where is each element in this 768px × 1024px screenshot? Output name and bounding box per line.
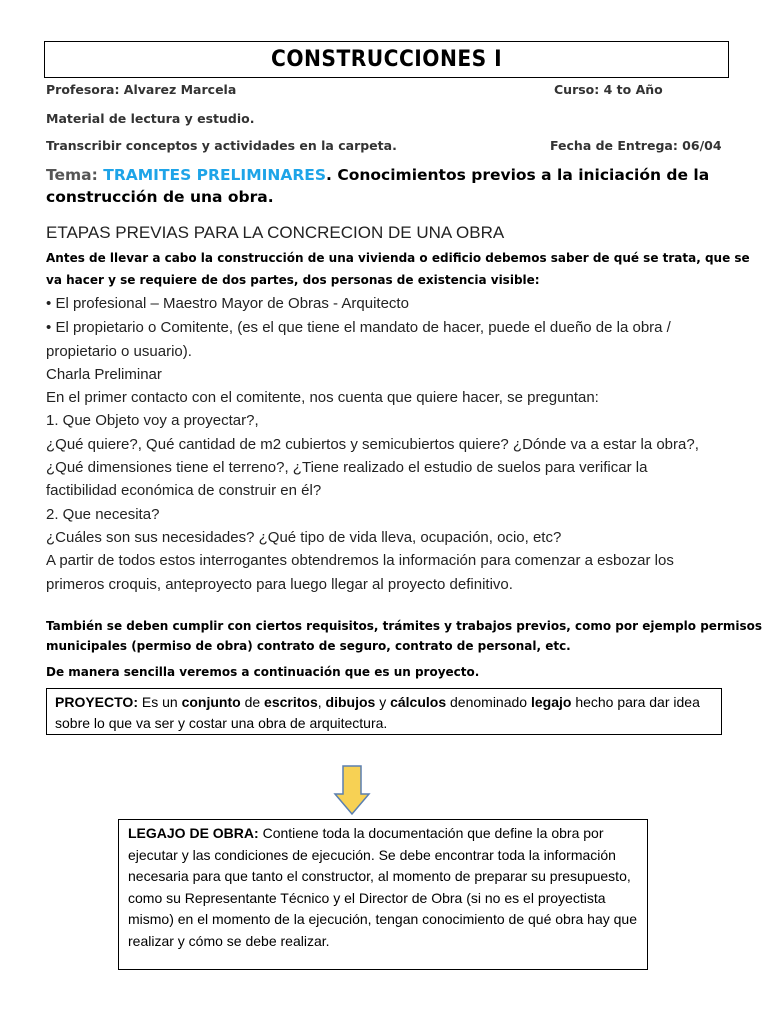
proyecto-keyword: legajo xyxy=(530,694,572,710)
question-1: 1. Que Objeto voy a proyectar?, xyxy=(46,412,259,429)
instruction-label: Transcribir conceptos y actividades en la carpeta. xyxy=(46,138,397,153)
material-label: Material de lectura y estudio. xyxy=(46,111,255,126)
proyecto-label: PROYECTO: xyxy=(55,694,138,710)
question-2: 2. Que necesita? xyxy=(46,506,160,523)
bullet-item xyxy=(46,319,671,336)
proyecto-text: hecho para dar idea sobre lo que va ser y costar una obra de arquitectura. xyxy=(55,694,700,731)
question-1-detail: ¿Qué quiere?, Qué cantidad de m2 cubiertos y semicubiertos quiere? ¿Dónde va a estar la obra?, xyxy=(46,436,699,453)
bullet-text-2: El propietario o Comitente, (es el que tiene el mandato de hacer, puede el dueño de la obra / xyxy=(55,319,671,336)
charla-title: Charla Preliminar xyxy=(46,366,162,383)
proyecto-text: y xyxy=(375,694,391,710)
bullet-text-2-continued: propietario o usuario). xyxy=(46,343,192,360)
topic-heading xyxy=(46,164,726,208)
bullet-text-1: El profesional – Maestro Mayor de Obras - Arquitecto xyxy=(55,295,409,312)
proyecto-definition-box xyxy=(46,688,722,735)
charla-line: En el primer contacto con el comitente, nos cuenta que quiere hacer, se preguntan: xyxy=(46,389,599,406)
page-title-box xyxy=(44,41,729,78)
teacher-label: Profesora: Alvarez Marcela xyxy=(46,82,237,97)
due-date-label: Fecha de Entrega: 06/04 xyxy=(550,138,722,153)
topic-description: . Conocimientos previos a la iniciación de la construcción de una obra. xyxy=(46,166,710,206)
legajo-definition-box xyxy=(118,819,648,970)
proyecto-keyword: conjunto xyxy=(181,694,241,710)
requisitos-line-1: También se deben cumplir con ciertos requisitos, trámites y trabajos previos, como por ejemplo permisos xyxy=(46,619,763,633)
proyecto-keyword: dibujos xyxy=(325,694,376,710)
down-arrow-icon xyxy=(333,764,371,816)
conclusion-line: A partir de todos estos interrogantes obtendremos la información para comenzar a esbozar los xyxy=(46,552,674,569)
proyecto-text: , xyxy=(317,694,326,710)
proyecto-keyword: escritos xyxy=(264,694,318,710)
proyecto-text: de xyxy=(240,694,265,710)
bullet-item xyxy=(46,295,409,312)
proyecto-text: denominado xyxy=(446,694,531,710)
proyecto-text: Es un xyxy=(137,694,182,710)
page-title: CONSTRUCCIONES I xyxy=(270,47,503,72)
bullet-icon: • xyxy=(46,319,52,336)
bullet-icon: • xyxy=(46,295,52,312)
legajo-label: LEGAJO DE OBRA: xyxy=(128,825,259,841)
proyecto-intro: De manera sencilla veremos a continuación que es un proyecto. xyxy=(46,665,480,679)
requisitos-line-2: municipales (permiso de obra) contrato de seguro, contrato de personal, etc. xyxy=(46,639,571,653)
legajo-text: Contiene toda la documentación que define la obra por ejecutar y las condiciones de ejecución. Se debe encontrar toda la información necesaria para que tanto el constructor, al momento de preparar su presupuesto, como su Representante Técnico y el Director de Obra (si no es el proyectista mismo) en el momento de la ejecución, tengan conocimiento de qué obra hay que realizar y cómo se debe realizar. xyxy=(128,825,637,949)
intro-line-2: va hacer y se requiere de dos partes, dos personas de existencia visible: xyxy=(46,273,540,287)
conclusion-line: primeros croquis, anteproyecto para luego llegar al proyecto definitivo. xyxy=(46,576,513,593)
proyecto-keyword: cálculos xyxy=(390,694,447,710)
topic-name: TRAMITES PRELIMINARES xyxy=(103,166,327,184)
question-1-detail: factibilidad económica de construir en él? xyxy=(46,482,322,499)
intro-line-1: Antes de llevar a cabo la construcción de una vivienda o edificio debemos saber de qué se trata, que se xyxy=(46,251,750,265)
question-1-detail: ¿Qué dimensiones tiene el terreno?, ¿Tiene realizado el estudio de suelos para verificar la xyxy=(46,459,648,476)
question-2-detail: ¿Cuáles son sus necesidades? ¿Qué tipo de vida lleva, ocupación, ocio, etc? xyxy=(46,529,562,546)
topic-label: Tema: xyxy=(46,166,98,184)
course-label: Curso: 4 to Año xyxy=(554,82,663,97)
section-title: ETAPAS PREVIAS PARA LA CONCRECION DE UNA OBRA xyxy=(46,223,505,242)
